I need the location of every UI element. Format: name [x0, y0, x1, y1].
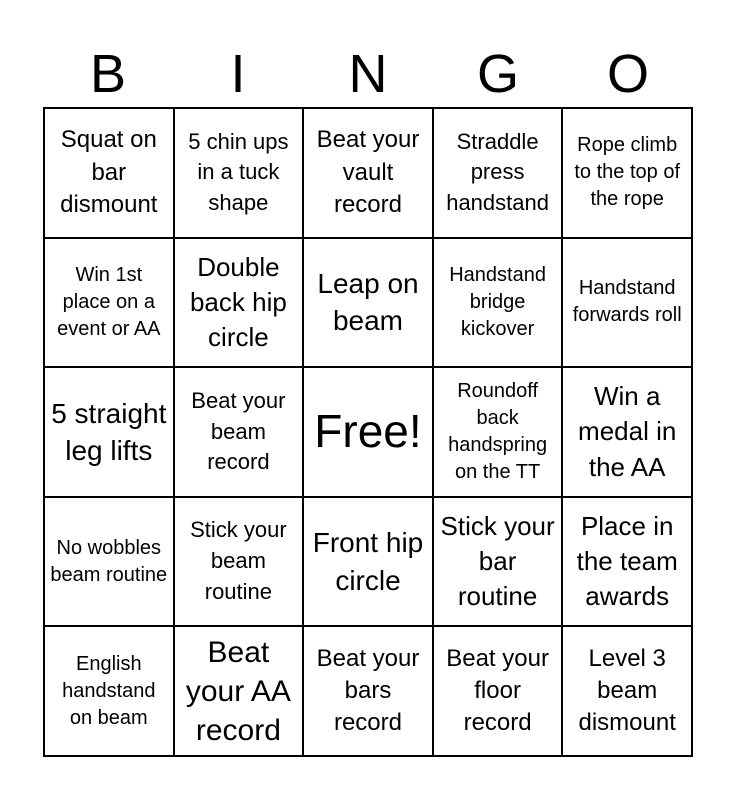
- cell-text: Level 3 beam dismount: [578, 644, 676, 737]
- bingo-cell[interactable]: [44, 497, 174, 627]
- bingo-cell[interactable]: [562, 367, 692, 497]
- bingo-cell[interactable]: [562, 238, 692, 368]
- header-letter-i: I: [230, 44, 246, 104]
- cell-text: Stick your beam routine: [190, 517, 287, 604]
- bingo-cell[interactable]: [433, 108, 563, 238]
- cell-text: Rope climb to the top of the rope: [574, 134, 681, 211]
- cell-text: Squat on bar dismount: [60, 126, 158, 218]
- cell-text: 5 chin ups in a tuck shape: [188, 128, 289, 216]
- cell-text: Double back hip circle: [189, 251, 287, 352]
- cell-text: Beat your beam record: [191, 387, 286, 475]
- cell-text: Straddle press handstand: [446, 128, 549, 216]
- bingo-cell[interactable]: [433, 367, 563, 497]
- cell-text: Win a medal in the AA: [578, 381, 677, 482]
- bingo-cell[interactable]: [562, 497, 692, 627]
- cell-text: Leap on beam: [317, 268, 419, 337]
- cell-text: Stick your bar routine: [440, 510, 555, 612]
- bingo-cell[interactable]: [44, 367, 174, 497]
- bingo-cell[interactable]: [433, 238, 563, 368]
- cell-text: Beat your AA record: [185, 635, 291, 747]
- bingo-cell[interactable]: [174, 108, 304, 238]
- header-letter-g: G: [476, 44, 519, 104]
- free-space-cell[interactable]: [303, 367, 433, 497]
- bingo-cell[interactable]: [433, 626, 563, 756]
- free-space-text: Free!: [314, 405, 422, 458]
- header-letter-o: O: [606, 44, 649, 104]
- cell-text: Front hip circle: [312, 527, 424, 596]
- bingo-cell[interactable]: [303, 238, 433, 368]
- bingo-cell[interactable]: [44, 626, 174, 756]
- bingo-cell[interactable]: [174, 367, 304, 497]
- bingo-cell[interactable]: [562, 626, 692, 756]
- cell-text: Place in the team awards: [576, 510, 678, 612]
- bingo-cell[interactable]: [44, 238, 174, 368]
- cell-text: Handstand forwards roll: [572, 277, 682, 327]
- bingo-cell[interactable]: [303, 108, 433, 238]
- cell-text: 5 straight leg lifts: [51, 397, 167, 466]
- bingo-cell[interactable]: [303, 497, 433, 627]
- bingo-cell[interactable]: [174, 626, 304, 756]
- cell-text: Beat your bars record: [316, 644, 420, 737]
- cell-text: Win 1st place on a event or AA: [57, 263, 161, 340]
- cell-text: Beat your floor record: [446, 644, 549, 737]
- cell-text: Beat your vault record: [316, 126, 420, 218]
- cell-text: Roundoff back handspring on the TT: [448, 379, 548, 483]
- cell-text: English handstand on beam: [62, 652, 156, 729]
- bingo-cell[interactable]: [562, 108, 692, 238]
- bingo-board: [43, 107, 693, 757]
- bingo-cell[interactable]: [303, 626, 433, 756]
- bingo-cell[interactable]: [433, 497, 563, 627]
- cell-text: Handstand bridge kickover: [449, 263, 546, 340]
- bingo-cell[interactable]: [174, 238, 304, 368]
- cell-text: No wobbles beam routine: [50, 536, 168, 586]
- bingo-header: [43, 38, 693, 110]
- bingo-cell[interactable]: [44, 108, 174, 238]
- header-letter-b: B: [89, 44, 127, 104]
- header-letter-n: N: [348, 44, 388, 104]
- bingo-cell[interactable]: [174, 497, 304, 627]
